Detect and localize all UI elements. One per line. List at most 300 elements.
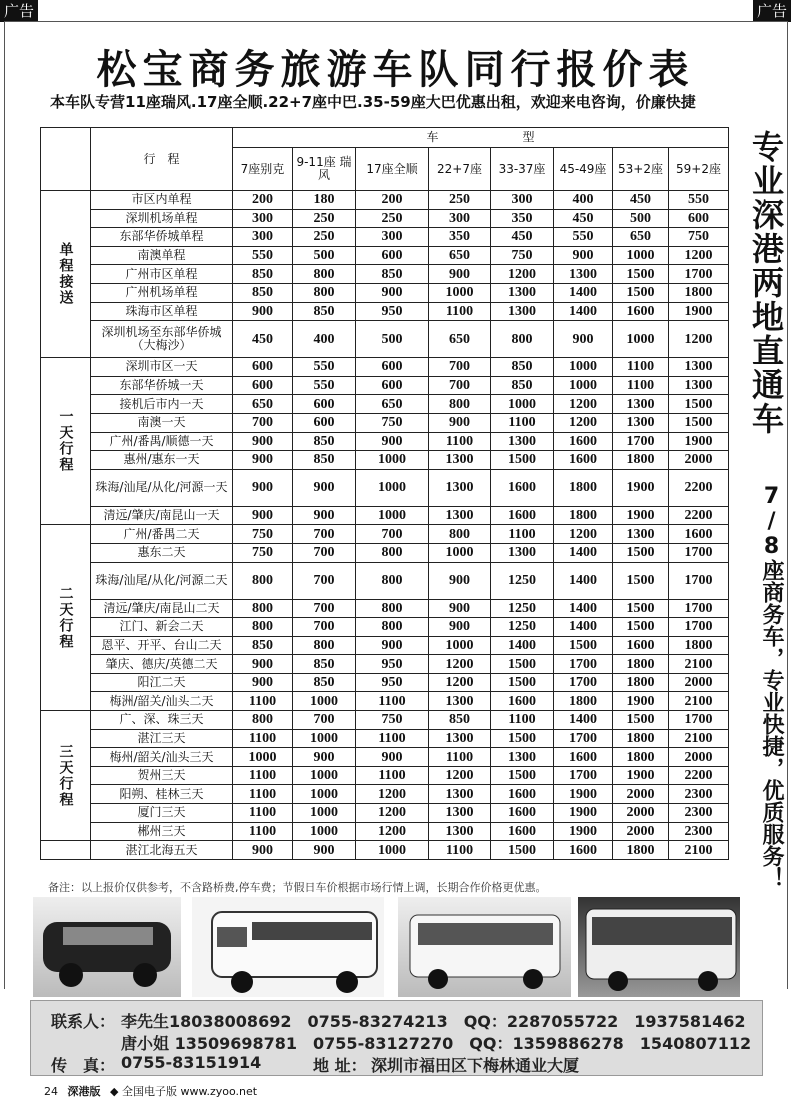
price-cell: 500 bbox=[293, 246, 356, 265]
subtitle: 本车队专营11座瑞风.17座全顺.22+7座中巴.35-59座大巴优惠出租，欢迎来电咨询，价廉快捷 bbox=[50, 93, 696, 111]
table-row bbox=[41, 822, 729, 841]
price-cell: 1100 bbox=[491, 525, 554, 544]
price-cell: 1400 bbox=[491, 636, 554, 655]
price-cell: 1700 bbox=[669, 599, 729, 618]
price-cell: 750 bbox=[233, 525, 293, 544]
price-cell: 750 bbox=[356, 413, 429, 432]
price-cell: 600 bbox=[356, 376, 429, 395]
price-cell: 1000 bbox=[491, 395, 554, 414]
price-cell: 1100 bbox=[233, 822, 293, 841]
table-row bbox=[41, 469, 729, 506]
price-cell: 1800 bbox=[554, 506, 613, 525]
price-cell: 1700 bbox=[554, 766, 613, 785]
price-cell: 650 bbox=[429, 246, 491, 265]
route-cell: 清远/肇庆/南昆山二天 bbox=[91, 599, 233, 618]
section-label: 单程接送 bbox=[41, 191, 91, 358]
route-cell: 广州/番禺/顺德一天 bbox=[91, 432, 233, 451]
table-row bbox=[41, 432, 729, 451]
price-cell: 1000 bbox=[356, 506, 429, 525]
price-cell: 900 bbox=[554, 321, 613, 358]
price-cell: 1900 bbox=[554, 785, 613, 804]
price-cell: 650 bbox=[356, 395, 429, 414]
price-cell: 550 bbox=[669, 191, 729, 210]
table-row bbox=[41, 711, 729, 730]
price-cell: 1500 bbox=[669, 395, 729, 414]
price-cell: 1100 bbox=[233, 729, 293, 748]
price-cell: 1000 bbox=[356, 469, 429, 506]
remarks-note: 备注：以上报价仅供参考，不含路桥费,停车费；节假日车价根据市场行情上调，长期合作价格更优惠。 bbox=[48, 881, 547, 894]
page-footer bbox=[44, 1083, 257, 1099]
price-cell: 800 bbox=[429, 395, 491, 414]
price-cell: 1500 bbox=[491, 841, 554, 860]
price-cell: 1600 bbox=[613, 636, 669, 655]
price-cell: 950 bbox=[356, 655, 429, 674]
vehicle-type-header: 车 型 bbox=[233, 128, 729, 148]
price-cell: 600 bbox=[293, 395, 356, 414]
price-cell: 900 bbox=[429, 599, 491, 618]
price-cell: 1400 bbox=[554, 302, 613, 321]
price-cell: 900 bbox=[233, 302, 293, 321]
price-cell: 1000 bbox=[429, 543, 491, 562]
section-label: 二天行程 bbox=[41, 525, 91, 711]
price-cell: 1500 bbox=[613, 562, 669, 599]
route-cell: 阳朔、桂林三天 bbox=[91, 785, 233, 804]
price-cell: 1700 bbox=[613, 432, 669, 451]
price-cell: 1700 bbox=[554, 729, 613, 748]
table-row bbox=[41, 228, 729, 247]
price-cell: 2000 bbox=[669, 451, 729, 470]
contact-person-1: 李先生18038008692 0755-83274213 QQ：2287055722 1937581462 bbox=[121, 1012, 746, 1031]
table-row bbox=[41, 599, 729, 618]
table-row bbox=[41, 358, 729, 377]
price-cell: 800 bbox=[356, 562, 429, 599]
table-row bbox=[41, 451, 729, 470]
price-cell: 750 bbox=[669, 228, 729, 247]
route-cell: 肇庆、德庆/英德二天 bbox=[91, 655, 233, 674]
price-cell: 900 bbox=[429, 265, 491, 284]
price-cell: 1300 bbox=[429, 785, 491, 804]
mpv-image bbox=[33, 897, 181, 997]
price-cell: 1400 bbox=[554, 283, 613, 302]
price-cell: 350 bbox=[491, 209, 554, 228]
price-cell: 1200 bbox=[669, 321, 729, 358]
section-label: 一天行程 bbox=[41, 358, 91, 525]
route-cell: 惠州/惠东一天 bbox=[91, 451, 233, 470]
ad-tag-left: 广告 bbox=[0, 0, 38, 22]
price-cell: 1300 bbox=[491, 302, 554, 321]
route-cell: 广州市区单程 bbox=[91, 265, 233, 284]
price-cell: 2100 bbox=[669, 841, 729, 860]
price-cell: 1500 bbox=[491, 766, 554, 785]
route-cell: 湛江三天 bbox=[91, 729, 233, 748]
price-cell: 800 bbox=[356, 543, 429, 562]
price-cell: 250 bbox=[356, 209, 429, 228]
price-cell: 1300 bbox=[429, 804, 491, 823]
price-cell: 1300 bbox=[669, 376, 729, 395]
route-cell: 广州机场单程 bbox=[91, 283, 233, 302]
price-cell: 800 bbox=[233, 711, 293, 730]
route-cell: 梅洲/韶关/汕头二天 bbox=[91, 692, 233, 711]
price-cell: 1100 bbox=[429, 432, 491, 451]
price-cell: 900 bbox=[293, 469, 356, 506]
price-cell: 1000 bbox=[613, 321, 669, 358]
price-cell: 1500 bbox=[491, 655, 554, 674]
price-cell: 1300 bbox=[491, 543, 554, 562]
price-cell: 1900 bbox=[554, 822, 613, 841]
price-cell: 850 bbox=[293, 432, 356, 451]
price-cell: 1600 bbox=[554, 451, 613, 470]
price-cell: 900 bbox=[429, 413, 491, 432]
price-cell: 1700 bbox=[669, 543, 729, 562]
price-cell: 1600 bbox=[613, 302, 669, 321]
price-cell: 700 bbox=[293, 618, 356, 637]
table-row bbox=[41, 543, 729, 562]
price-cell: 900 bbox=[356, 748, 429, 767]
price-cell: 1100 bbox=[233, 785, 293, 804]
price-cell: 700 bbox=[429, 358, 491, 377]
price-cell: 850 bbox=[233, 636, 293, 655]
price-cell: 1100 bbox=[233, 804, 293, 823]
price-cell: 900 bbox=[356, 432, 429, 451]
photo-coach bbox=[578, 897, 740, 997]
price-cell: 900 bbox=[293, 748, 356, 767]
price-cell: 1100 bbox=[233, 692, 293, 711]
route-cell: 广州/番禺二天 bbox=[91, 525, 233, 544]
price-cell: 1500 bbox=[491, 451, 554, 470]
table-row bbox=[41, 841, 729, 860]
price-cell: 2100 bbox=[669, 692, 729, 711]
price-cell: 1800 bbox=[554, 469, 613, 506]
price-cell: 250 bbox=[429, 191, 491, 210]
price-cell: 900 bbox=[233, 432, 293, 451]
table-row bbox=[41, 413, 729, 432]
price-cell: 1100 bbox=[491, 711, 554, 730]
route-cell: 清远/肇庆/南昆山一天 bbox=[91, 506, 233, 525]
route-cell: 市区内单程 bbox=[91, 191, 233, 210]
price-cell: 700 bbox=[233, 413, 293, 432]
price-cell: 300 bbox=[491, 191, 554, 210]
price-cell: 850 bbox=[491, 376, 554, 395]
price-cell: 800 bbox=[293, 636, 356, 655]
price-cell: 1800 bbox=[669, 636, 729, 655]
price-cell: 1600 bbox=[491, 506, 554, 525]
price-cell: 700 bbox=[293, 525, 356, 544]
table-row bbox=[41, 525, 729, 544]
price-cell: 2300 bbox=[669, 822, 729, 841]
price-cell: 1400 bbox=[554, 543, 613, 562]
price-cell: 1500 bbox=[613, 711, 669, 730]
price-cell: 800 bbox=[429, 525, 491, 544]
route-cell: 南澳单程 bbox=[91, 246, 233, 265]
column-header: 17座全顺 bbox=[356, 148, 429, 191]
price-cell: 1000 bbox=[293, 692, 356, 711]
route-cell: 深圳机场至东部华侨城（大梅沙） bbox=[91, 321, 233, 358]
price-cell: 800 bbox=[356, 599, 429, 618]
price-cell: 1800 bbox=[613, 748, 669, 767]
price-cell: 850 bbox=[293, 451, 356, 470]
price-cell: 850 bbox=[356, 265, 429, 284]
route-cell: 东部华侨城一天 bbox=[91, 376, 233, 395]
price-table bbox=[40, 127, 729, 860]
price-cell: 1300 bbox=[554, 265, 613, 284]
price-cell: 450 bbox=[613, 191, 669, 210]
price-cell: 1600 bbox=[669, 525, 729, 544]
price-cell: 200 bbox=[233, 191, 293, 210]
route-cell: 郴州三天 bbox=[91, 822, 233, 841]
price-cell: 1500 bbox=[491, 673, 554, 692]
price-cell: 600 bbox=[233, 376, 293, 395]
price-cell: 1700 bbox=[669, 562, 729, 599]
table-row bbox=[41, 209, 729, 228]
price-cell: 800 bbox=[356, 618, 429, 637]
price-cell: 1400 bbox=[554, 711, 613, 730]
photo-van bbox=[192, 897, 384, 997]
price-cell: 1000 bbox=[356, 451, 429, 470]
fax-label: 传 真： bbox=[51, 1056, 116, 1075]
price-cell: 180 bbox=[293, 191, 356, 210]
site-link: 全国电子版 www.zyoo.net bbox=[121, 1085, 258, 1098]
price-cell: 350 bbox=[429, 228, 491, 247]
price-cell: 900 bbox=[293, 506, 356, 525]
price-cell: 750 bbox=[491, 246, 554, 265]
table-row bbox=[41, 191, 729, 210]
price-cell: 300 bbox=[429, 209, 491, 228]
price-cell: 1000 bbox=[293, 804, 356, 823]
column-header: 22+7座 bbox=[429, 148, 491, 191]
price-cell: 1100 bbox=[613, 358, 669, 377]
price-cell: 600 bbox=[356, 246, 429, 265]
van-image bbox=[192, 897, 384, 997]
price-cell: 1000 bbox=[293, 822, 356, 841]
price-cell: 2200 bbox=[669, 506, 729, 525]
price-cell: 1300 bbox=[429, 822, 491, 841]
price-cell: 900 bbox=[356, 283, 429, 302]
price-cell: 1600 bbox=[491, 692, 554, 711]
price-cell: 1100 bbox=[613, 376, 669, 395]
price-cell: 650 bbox=[613, 228, 669, 247]
price-cell: 1200 bbox=[554, 413, 613, 432]
price-cell: 1700 bbox=[669, 618, 729, 637]
price-cell: 1000 bbox=[554, 376, 613, 395]
price-cell: 600 bbox=[669, 209, 729, 228]
price-cell: 1400 bbox=[554, 618, 613, 637]
price-cell: 800 bbox=[293, 265, 356, 284]
route-cell: 惠东二天 bbox=[91, 543, 233, 562]
price-cell: 2000 bbox=[669, 748, 729, 767]
price-cell: 1500 bbox=[613, 599, 669, 618]
route-cell: 恩平、开平、台山二天 bbox=[91, 636, 233, 655]
price-cell: 1250 bbox=[491, 618, 554, 637]
price-cell: 1800 bbox=[613, 841, 669, 860]
price-cell: 1600 bbox=[491, 822, 554, 841]
route-cell: 珠海/汕尾/从化/河源一天 bbox=[91, 469, 233, 506]
price-cell: 500 bbox=[356, 321, 429, 358]
table-row bbox=[41, 283, 729, 302]
route-cell: 阳江二天 bbox=[91, 673, 233, 692]
price-cell: 1600 bbox=[491, 804, 554, 823]
column-header: 33-37座 bbox=[491, 148, 554, 191]
table-row bbox=[41, 673, 729, 692]
price-cell: 1000 bbox=[429, 283, 491, 302]
table-row bbox=[41, 321, 729, 358]
side-slogan-main: 专业深港两地直通车 bbox=[747, 130, 785, 436]
price-cell: 450 bbox=[233, 321, 293, 358]
price-cell: 900 bbox=[429, 618, 491, 637]
price-cell: 950 bbox=[356, 673, 429, 692]
price-cell: 1700 bbox=[669, 265, 729, 284]
price-cell: 500 bbox=[613, 209, 669, 228]
price-cell: 900 bbox=[233, 673, 293, 692]
price-cell: 700 bbox=[356, 525, 429, 544]
price-cell: 900 bbox=[554, 246, 613, 265]
price-cell: 1100 bbox=[233, 766, 293, 785]
price-cell: 1300 bbox=[669, 358, 729, 377]
column-header: 7座别克 bbox=[233, 148, 293, 191]
price-cell: 650 bbox=[429, 321, 491, 358]
ad-tag-right: 广告 bbox=[753, 0, 791, 22]
price-cell: 800 bbox=[233, 618, 293, 637]
price-cell: 450 bbox=[554, 209, 613, 228]
table-row bbox=[41, 265, 729, 284]
price-cell: 2100 bbox=[669, 729, 729, 748]
price-cell: 1000 bbox=[233, 748, 293, 767]
price-cell: 1000 bbox=[613, 246, 669, 265]
price-cell: 1100 bbox=[429, 302, 491, 321]
price-cell: 700 bbox=[429, 376, 491, 395]
price-cell: 1900 bbox=[613, 469, 669, 506]
price-cell: 800 bbox=[233, 599, 293, 618]
price-cell: 1100 bbox=[429, 841, 491, 860]
price-cell: 1300 bbox=[491, 283, 554, 302]
price-cell: 900 bbox=[233, 841, 293, 860]
route-cell: 梅州/韶关/汕头三天 bbox=[91, 748, 233, 767]
price-cell: 650 bbox=[233, 395, 293, 414]
price-cell: 700 bbox=[293, 711, 356, 730]
price-cell: 1200 bbox=[429, 673, 491, 692]
price-cell: 850 bbox=[429, 711, 491, 730]
price-cell: 1600 bbox=[491, 469, 554, 506]
price-cell: 2000 bbox=[669, 673, 729, 692]
price-cell: 700 bbox=[293, 543, 356, 562]
price-cell: 1200 bbox=[429, 766, 491, 785]
price-cell: 1900 bbox=[669, 432, 729, 451]
price-cell: 900 bbox=[233, 506, 293, 525]
page-title: 松宝商务旅游车队同行报价表 bbox=[96, 46, 695, 93]
price-cell: 850 bbox=[293, 673, 356, 692]
table-row bbox=[41, 395, 729, 414]
contact-person-2: 唐小姐 13509698781 0755-83127270 QQ：1359886278 1540807112 bbox=[121, 1034, 752, 1053]
minibus-image bbox=[398, 897, 571, 997]
table-row bbox=[41, 729, 729, 748]
photo-minibus bbox=[398, 897, 571, 997]
price-cell: 850 bbox=[293, 302, 356, 321]
price-cell: 300 bbox=[233, 228, 293, 247]
price-cell: 900 bbox=[356, 636, 429, 655]
price-cell: 1000 bbox=[356, 841, 429, 860]
price-cell: 550 bbox=[293, 376, 356, 395]
price-cell: 1500 bbox=[554, 636, 613, 655]
route-cell: 珠海/汕尾/从化/河源二天 bbox=[91, 562, 233, 599]
price-cell: 850 bbox=[293, 655, 356, 674]
price-cell: 800 bbox=[293, 283, 356, 302]
price-cell: 1300 bbox=[429, 451, 491, 470]
route-cell: 东部华侨城单程 bbox=[91, 228, 233, 247]
price-cell: 2300 bbox=[669, 804, 729, 823]
price-cell: 1800 bbox=[669, 283, 729, 302]
price-cell: 1800 bbox=[613, 729, 669, 748]
price-cell: 1600 bbox=[554, 748, 613, 767]
price-cell: 1200 bbox=[554, 525, 613, 544]
category-header bbox=[41, 128, 91, 191]
table-row bbox=[41, 506, 729, 525]
coach-image bbox=[578, 897, 740, 997]
price-cell: 850 bbox=[233, 265, 293, 284]
price-cell: 1600 bbox=[491, 785, 554, 804]
price-cell: 600 bbox=[356, 358, 429, 377]
price-cell: 2000 bbox=[613, 785, 669, 804]
route-cell: 厦门三天 bbox=[91, 804, 233, 823]
table-row bbox=[41, 748, 729, 767]
price-cell: 1100 bbox=[356, 729, 429, 748]
route-cell: 贺州三天 bbox=[91, 766, 233, 785]
column-header: 45-49座 bbox=[554, 148, 613, 191]
table-row bbox=[41, 618, 729, 637]
route-cell: 江门、新会二天 bbox=[91, 618, 233, 637]
route-cell: 湛江北海五天 bbox=[91, 841, 233, 860]
price-cell: 1200 bbox=[669, 246, 729, 265]
price-cell: 800 bbox=[233, 562, 293, 599]
price-cell: 1300 bbox=[429, 692, 491, 711]
price-cell: 850 bbox=[491, 358, 554, 377]
price-cell: 1300 bbox=[429, 506, 491, 525]
price-cell: 1500 bbox=[669, 413, 729, 432]
price-cell: 1700 bbox=[554, 655, 613, 674]
fax-number: 0755-83151914 bbox=[121, 1053, 262, 1072]
price-cell: 400 bbox=[293, 321, 356, 358]
column-header: 53+2座 bbox=[613, 148, 669, 191]
contact-bar bbox=[30, 1000, 763, 1076]
edition-label: 深港版 bbox=[67, 1085, 101, 1098]
price-cell: 1300 bbox=[491, 748, 554, 767]
table-row bbox=[41, 636, 729, 655]
price-cell: 1600 bbox=[554, 841, 613, 860]
price-cell: 250 bbox=[293, 228, 356, 247]
price-cell: 900 bbox=[429, 562, 491, 599]
price-cell: 2200 bbox=[669, 469, 729, 506]
price-cell: 1100 bbox=[429, 748, 491, 767]
price-cell: 1400 bbox=[554, 599, 613, 618]
price-cell: 800 bbox=[491, 321, 554, 358]
price-cell: 1200 bbox=[356, 804, 429, 823]
address: 深圳市福田区下梅林通业大厦 bbox=[371, 1056, 580, 1075]
price-cell: 1500 bbox=[613, 265, 669, 284]
route-header: 行 程 bbox=[91, 128, 233, 191]
table-row bbox=[41, 302, 729, 321]
price-cell: 1900 bbox=[669, 302, 729, 321]
price-cell: 2000 bbox=[613, 822, 669, 841]
diamond-logo-icon: ◆ bbox=[110, 1085, 119, 1098]
price-cell: 900 bbox=[233, 469, 293, 506]
price-cell: 1400 bbox=[554, 562, 613, 599]
price-cell: 250 bbox=[293, 209, 356, 228]
price-cell: 2300 bbox=[669, 785, 729, 804]
price-cell: 1300 bbox=[429, 729, 491, 748]
price-cell: 2200 bbox=[669, 766, 729, 785]
price-cell: 400 bbox=[554, 191, 613, 210]
price-cell: 1200 bbox=[429, 655, 491, 674]
price-cell: 1700 bbox=[554, 673, 613, 692]
price-cell: 1500 bbox=[613, 618, 669, 637]
